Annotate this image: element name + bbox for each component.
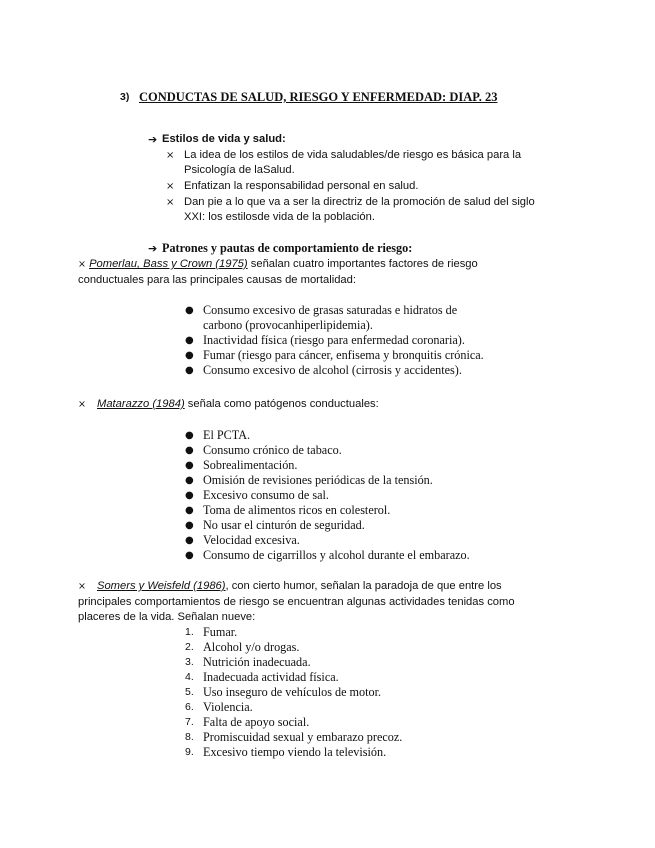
section-number: 3) [120,91,130,103]
arrow-icon: ➔ [148,133,158,146]
list-item: 2. Alcohol y/o drogas. [185,640,300,654]
section-title: CONDUCTAS DE SALUD, RIESGO Y ENFERMEDAD: DIAP. 23 [139,90,498,104]
somers-text-line: placeres de la vida. Señalan nueve: [78,611,256,623]
list-item: ● El PCTA. [185,428,251,442]
estilos-heading: Estilos de vida y salud: [162,133,286,145]
list-item-continuation: carbono (provocanhiperlipidemia). [203,318,373,332]
estilos-item: Dan pie a lo que va a ser la directriz de la promoción de salud del siglo [184,196,535,208]
bullet-dot-icon: ● [185,430,194,441]
somers-author: Somers y Weisfeld (1986) [97,580,226,592]
bullet-dot-icon: ● [185,365,194,376]
list-item: 5. Uso inseguro de vehículos de motor. [185,685,382,699]
bullet-dot-icon: ● [185,550,194,561]
list-item: 4. Inadecuada actividad física. [185,670,339,684]
somers-text: , con cierto humor, señalan la paradoja de que entre los [225,580,502,592]
matarazzo-paragraph-line [97,397,379,412]
bullet-dot-icon: ● [185,520,194,531]
list-item: ● Consumo de cigarrillos y alcohol durante el embarazo. [185,548,470,562]
bullet-dot-icon: ● [185,490,194,501]
pomerlau-list [185,303,484,378]
arrow-icon: ➔ [148,242,158,255]
cross-bullet-icon: × [166,181,175,192]
list-item: 9. Excesivo tiempo viendo la televisión. [185,745,387,759]
list-item: ● No usar el cinturón de seguridad. [185,518,365,532]
pomerlau-paragraph-line [78,257,478,272]
bullet-dot-icon: ● [185,445,194,456]
list-item: ● Consumo crónico de tabaco. [185,443,342,457]
cross-bullet-icon: × [166,197,175,208]
bullet-dot-icon: ● [185,505,194,516]
pomerlau-author: Pomerlau, Bass y Crown (1975) [89,258,248,270]
list-item: ● Toma de alimentos ricos en colesterol. [185,503,391,517]
cross-bullet-icon: × [78,399,86,410]
list-item: ● Velocidad excesiva. [185,533,300,547]
cross-bullet-icon: × [78,259,86,270]
somers-paragraph-line [97,579,502,594]
pomerlau-text-line: conductuales para las principales causas de mortalidad: [78,274,356,286]
bullet-dot-icon: ● [185,535,194,546]
list-item: 6. Violencia. [185,700,253,714]
somers-text-line: principales comportamientos de riesgo se encuentran algunas actividades tenidas como [78,596,515,608]
matarazzo-list [185,428,470,563]
list-item: ● Sobrealimentación. [185,458,298,472]
list-item: ● Omisión de revisiones periódicas de la tensión. [185,473,433,487]
list-item: ● Inactividad física (riesgo para enfermedad coronaria). [185,333,465,347]
list-item: ● Fumar (riesgo para cáncer, enfisema y bronquitis crónica. [185,348,484,362]
list-item: 1. Fumar. [185,625,238,639]
cross-bullet-icon: × [166,150,175,161]
estilos-item: La idea de los estilos de vida saludables/de riesgo es básica para la [184,149,522,161]
list-item: 7. Falta de apoyo social. [185,715,310,729]
bullet-dot-icon: ● [185,335,194,346]
list-item: ● Consumo excesivo de alcohol (cirrosis y accidentes). [185,363,462,377]
bullet-dot-icon: ● [185,460,194,471]
pomerlau-text: señalan cuatro importantes factores de riesgo [247,258,478,270]
list-item: ● Consumo excesivo de grasas saturadas e hidratos de [185,303,458,317]
estilos-item: Enfatizan la responsabilidad personal en salud. [184,180,419,192]
estilos-item: XXI: los estilosde vida de la población. [184,211,375,223]
matarazzo-author: Matarazzo (1984) [97,398,185,410]
list-item: 8. Promiscuidad sexual y embarazo precoz. [185,730,403,744]
list-item: 3. Nutrición inadecuada. [185,655,311,669]
list-item: ● Excesivo consumo de sal. [185,488,329,502]
estilos-item: Psicología de laSalud. [184,164,295,176]
matarazzo-text: señala como patógenos conductuales: [184,398,379,410]
cross-bullet-icon: × [78,581,86,592]
bullet-dot-icon: ● [185,305,194,316]
bullet-dot-icon: ● [185,350,194,361]
somers-list [185,625,403,760]
bullet-dot-icon: ● [185,475,194,486]
patrones-heading: Patrones y pautas de comportamiento de riesgo: [162,241,413,255]
